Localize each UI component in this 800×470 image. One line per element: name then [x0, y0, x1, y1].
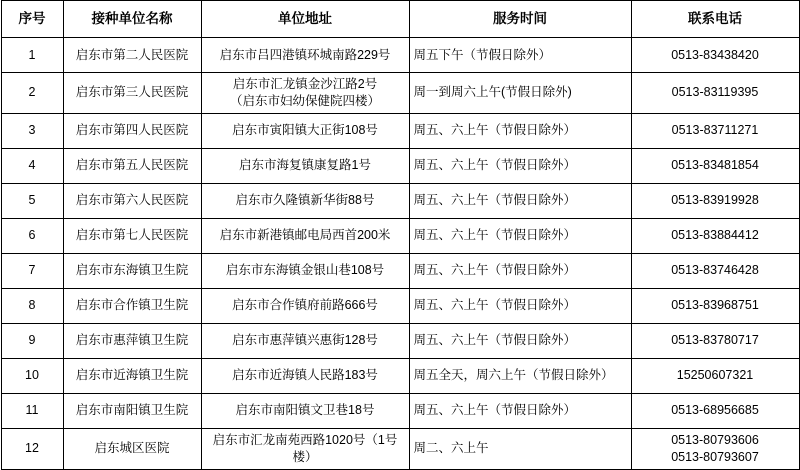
header-row [1, 1, 799, 38]
address-line: 启东市海复镇康复路1号 [239, 158, 371, 173]
phone-line: 0513-83438420 [671, 47, 759, 62]
address-line: 启东市合作镇府前路666号 [232, 298, 378, 313]
service-time-line: 周五、六上午（节假日除外） [413, 158, 577, 173]
table-header [1, 1, 799, 38]
phone-line: 0513-83746428 [671, 263, 759, 278]
table-row [1, 148, 799, 183]
cell-address [201, 428, 409, 469]
cell-service-time [409, 393, 631, 428]
column-header-address: 单位地址 [201, 1, 409, 38]
phone-line: 0513-83780717 [671, 333, 759, 348]
cell-address [201, 323, 409, 358]
phone-line: 0513-83919928 [671, 193, 759, 208]
table-row [1, 73, 799, 114]
cell-index: 12 [1, 428, 63, 469]
service-time-line: 周一到周六上午(节假日除外) [413, 85, 572, 100]
phone-line: 0513-68956685 [671, 403, 759, 418]
address-line: 启东市南阳镇文卫巷18号 [235, 403, 375, 418]
cell-unit-name: 启东城区医院 [63, 428, 201, 469]
address-line: 启东市寅阳镇大正街108号 [232, 123, 378, 138]
cell-phone [631, 183, 799, 218]
cell-unit-name: 启东市南阳镇卫生院 [63, 393, 201, 428]
cell-address [201, 253, 409, 288]
cell-address [201, 73, 409, 114]
address-line: 启东市新港镇邮电局西首200米 [219, 228, 391, 243]
cell-address [201, 358, 409, 393]
cell-service-time [409, 358, 631, 393]
address-line: 启东市东海镇金银山巷108号 [225, 263, 385, 278]
cell-phone [631, 218, 799, 253]
cell-service-time [409, 113, 631, 148]
cell-phone [631, 393, 799, 428]
cell-index: 10 [1, 358, 63, 393]
table-row [1, 358, 799, 393]
cell-phone [631, 38, 799, 73]
address-line: 启东市吕四港镇环城南路229号 [219, 47, 391, 62]
service-time-line: 周五、六上午（节假日除外） [413, 193, 577, 208]
table-row [1, 393, 799, 428]
cell-phone [631, 358, 799, 393]
cell-unit-name: 启东市东海镇卫生院 [63, 253, 201, 288]
cell-index: 6 [1, 218, 63, 253]
cell-service-time [409, 253, 631, 288]
service-time-line: 周五、六上午（节假日除外） [413, 333, 577, 348]
table-row [1, 38, 799, 73]
cell-service-time [409, 218, 631, 253]
cell-service-time [409, 288, 631, 323]
cell-address [201, 38, 409, 73]
cell-phone [631, 253, 799, 288]
cell-unit-name: 启东市近海镇卫生院 [63, 358, 201, 393]
cell-index: 4 [1, 148, 63, 183]
service-time-line: 周五、六上午（节假日除外） [413, 123, 577, 138]
service-time-line: 周五、六上午（节假日除外） [413, 298, 577, 313]
cell-phone [631, 73, 799, 114]
cell-index: 8 [1, 288, 63, 323]
phone-line: 0513-83968751 [671, 298, 759, 313]
cell-address [201, 288, 409, 323]
service-time-line: 周五、六上午（节假日除外） [413, 228, 577, 243]
cell-index: 7 [1, 253, 63, 288]
column-header-phone: 联系电话 [631, 1, 799, 38]
cell-service-time [409, 148, 631, 183]
phone-line: 0513-83884412 [671, 228, 759, 243]
cell-index: 1 [1, 38, 63, 73]
cell-address [201, 218, 409, 253]
service-time-line: 周五、六上午（节假日除外） [413, 403, 577, 418]
address-line: （启东市妇幼保健院四楼） [229, 93, 380, 108]
phone-line: 0513-80793606 [671, 432, 759, 447]
cell-address [201, 183, 409, 218]
address-line: 启东市久隆镇新华街88号 [235, 193, 375, 208]
cell-unit-name: 启东市第六人民医院 [63, 183, 201, 218]
cell-unit-name: 启东市第二人民医院 [63, 38, 201, 73]
cell-phone [631, 148, 799, 183]
table-row [1, 253, 799, 288]
column-header-index: 序号 [1, 1, 63, 38]
service-time-line: 周二、六上午 [413, 441, 489, 456]
address-line: 启东市汇龙镇金沙江路2号 [232, 77, 378, 91]
cell-phone [631, 288, 799, 323]
cell-unit-name: 启东市第七人民医院 [63, 218, 201, 253]
table-body [1, 38, 799, 470]
phone-line: 15250607321 [676, 368, 754, 383]
cell-unit-name: 启东市合作镇卫生院 [63, 288, 201, 323]
cell-service-time [409, 73, 631, 114]
cell-address [201, 113, 409, 148]
cell-service-time [409, 323, 631, 358]
cell-index: 9 [1, 323, 63, 358]
cell-service-time [409, 183, 631, 218]
service-time-line: 周五全天，周六上午（节假日除外） [413, 368, 614, 383]
table-row [1, 218, 799, 253]
column-header-unit-name: 接种单位名称 [63, 1, 201, 38]
table-row [1, 428, 799, 469]
phone-line: 0513-83481854 [671, 158, 759, 173]
table-row [1, 288, 799, 323]
table-row [1, 113, 799, 148]
cell-service-time [409, 38, 631, 73]
cell-index: 11 [1, 393, 63, 428]
cell-phone [631, 113, 799, 148]
cell-phone [631, 428, 799, 469]
table-row [1, 323, 799, 358]
phone-line: 0513-83711271 [671, 123, 759, 138]
service-time-line: 周五下午（节假日除外） [413, 47, 552, 62]
phone-line: 0513-80793607 [671, 449, 759, 464]
table-row [1, 183, 799, 218]
address-line: 启东市惠萍镇兴惠街128号 [232, 333, 378, 348]
cell-service-time [409, 428, 631, 469]
cell-unit-name: 启东市惠萍镇卫生院 [63, 323, 201, 358]
address-line: 启东市汇龙南苑西路1020号（1号楼） [212, 432, 398, 464]
cell-unit-name: 启东市第四人民医院 [63, 113, 201, 148]
cell-index: 5 [1, 183, 63, 218]
cell-unit-name: 启东市第三人民医院 [63, 73, 201, 114]
cell-address [201, 148, 409, 183]
cell-index: 2 [1, 73, 63, 114]
phone-line: 0513-83119395 [671, 85, 759, 100]
cell-phone [631, 323, 799, 358]
cell-unit-name: 启东市第五人民医院 [63, 148, 201, 183]
address-line: 启东市近海镇人民路183号 [232, 368, 378, 383]
service-time-line: 周五、六上午（节假日除外） [413, 263, 577, 278]
cell-index: 3 [1, 113, 63, 148]
cell-address [201, 393, 409, 428]
column-header-service-time: 服务时间 [409, 1, 631, 38]
vaccination-units-table [1, 0, 800, 470]
